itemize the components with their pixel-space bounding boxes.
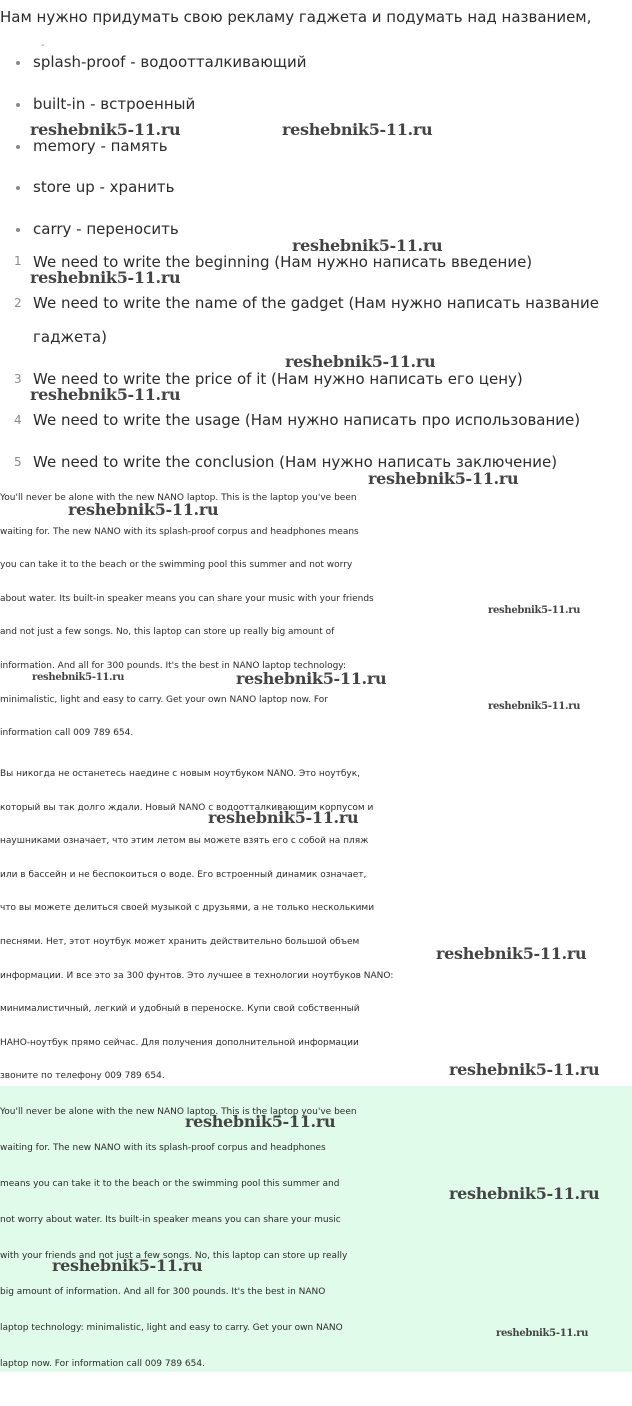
step-text: We need to write the beginning (Нам нужно написать введение) xyxy=(33,253,533,271)
step-number: 1 xyxy=(14,254,22,268)
watermark: reshebnik5-11.ru xyxy=(236,669,387,688)
intro-text: Нам нужно придумать свою рекламу гаджета и подумать над названием, xyxy=(0,8,592,26)
watermark: reshebnik5-11.ru xyxy=(30,385,181,404)
vocab-item: carry - переносить xyxy=(33,220,179,238)
watermark: reshebnik5-11.ru xyxy=(32,672,125,683)
step-number: 2 xyxy=(14,296,22,310)
watermark: reshebnik5-11.ru xyxy=(449,1060,600,1079)
watermark: reshebnik5-11.ru xyxy=(285,352,436,371)
watermark: reshebnik5-11.ru xyxy=(30,120,181,139)
watermark: reshebnik5-11.ru xyxy=(292,236,443,255)
step-text: We need to write the conclusion (Нам нужно написать заключение) xyxy=(33,453,558,471)
vocab-item: built-in - встроенный xyxy=(33,95,196,113)
step-number: 4 xyxy=(14,413,22,427)
step-text: We need to write the usage (Нам нужно написать про использование) xyxy=(33,411,581,429)
highlighted-answer-text: You'll never be alone with the new NANO laptop. This is the laptop you've been waiting for. The new NANO with its splash-proof corpus and headphones means you can take it to the beach or the swimming pool this summer and not worry about water. Its built-in speaker means you can share your music with your friends and not just a few songs. No, this laptop can store up really big amount of information. And all for 300 pounds. It's the best in NANO laptop technology: minimalistic, light and easy to carry. Get your own NANO laptop now. For information call 009 789 654. xyxy=(0,1107,357,1369)
watermark: reshebnik5-11.ru xyxy=(488,605,581,616)
watermark: reshebnik5-11.ru xyxy=(488,701,581,712)
watermark: reshebnik5-11.ru xyxy=(496,1328,589,1339)
watermark: reshebnik5-11.ru xyxy=(30,268,181,287)
watermark: reshebnik5-11.ru xyxy=(52,1256,203,1275)
vocab-item: splash-proof - водоотталкивающий xyxy=(33,53,307,71)
intro-mark: - xyxy=(41,40,45,51)
step-number: 3 xyxy=(14,372,22,386)
watermark: reshebnik5-11.ru xyxy=(208,808,359,827)
english-advert-text: You'll never be alone with the new NANO laptop. This is the laptop you've been waiting for. The new NANO with its splash-proof corpus and headphones means you can take it to the beach or the swimming pool this summer and not worry about water. Its built-in speaker means you can share your music with your friends and not just a few songs. No, this laptop can store up really big amount of information. And all for 300 pounds. It's the best in NANO laptop technology: minimalistic, light and easy to carry. Get your own NANO laptop now. For information call 009 789 654. xyxy=(0,493,374,739)
step-number: 5 xyxy=(14,455,22,469)
step-text: We need to write the price of it (Нам нужно написать его цену) xyxy=(33,370,523,388)
watermark: reshebnik5-11.ru xyxy=(368,469,519,488)
watermark: reshebnik5-11.ru xyxy=(282,120,433,139)
vocab-item: store up - хранить xyxy=(33,178,175,196)
vocab-item: memory - память xyxy=(33,137,168,155)
step-text: We need to write the name of the gadget (Нам нужно написать название гаджета) xyxy=(33,294,599,346)
watermark: reshebnik5-11.ru xyxy=(436,944,587,963)
russian-advert-text: Вы никогда не останетесь наедине с новым ноутбуком NANO. Это ноутбук, который вы так долго ждали. Новый NANO с водоотталкивающим корпусом и наушниками означает, что этим летом вы можете взять его с собой на пляж или в бассейн и не беспокоиться о воде. Его встроенный динамик означает, что вы можете делиться своей музыкой с друзьями, а не только несколькими песнями. Нет, этот ноутбук может хранить действительно большой объем информации. И все это за 300 фунтов. Это лучшее в технологии ноутбуков NANO: минималистичный, легкий и удобный в переноске. Купи свой собственный НАНО-ноутбук прямо сейчас. Для получения дополнительной информации звоните по телефону 009 789 654. xyxy=(0,769,394,1082)
watermark: reshebnik5-11.ru xyxy=(449,1184,600,1203)
watermark: reshebnik5-11.ru xyxy=(68,500,219,519)
watermark: reshebnik5-11.ru xyxy=(185,1112,336,1131)
